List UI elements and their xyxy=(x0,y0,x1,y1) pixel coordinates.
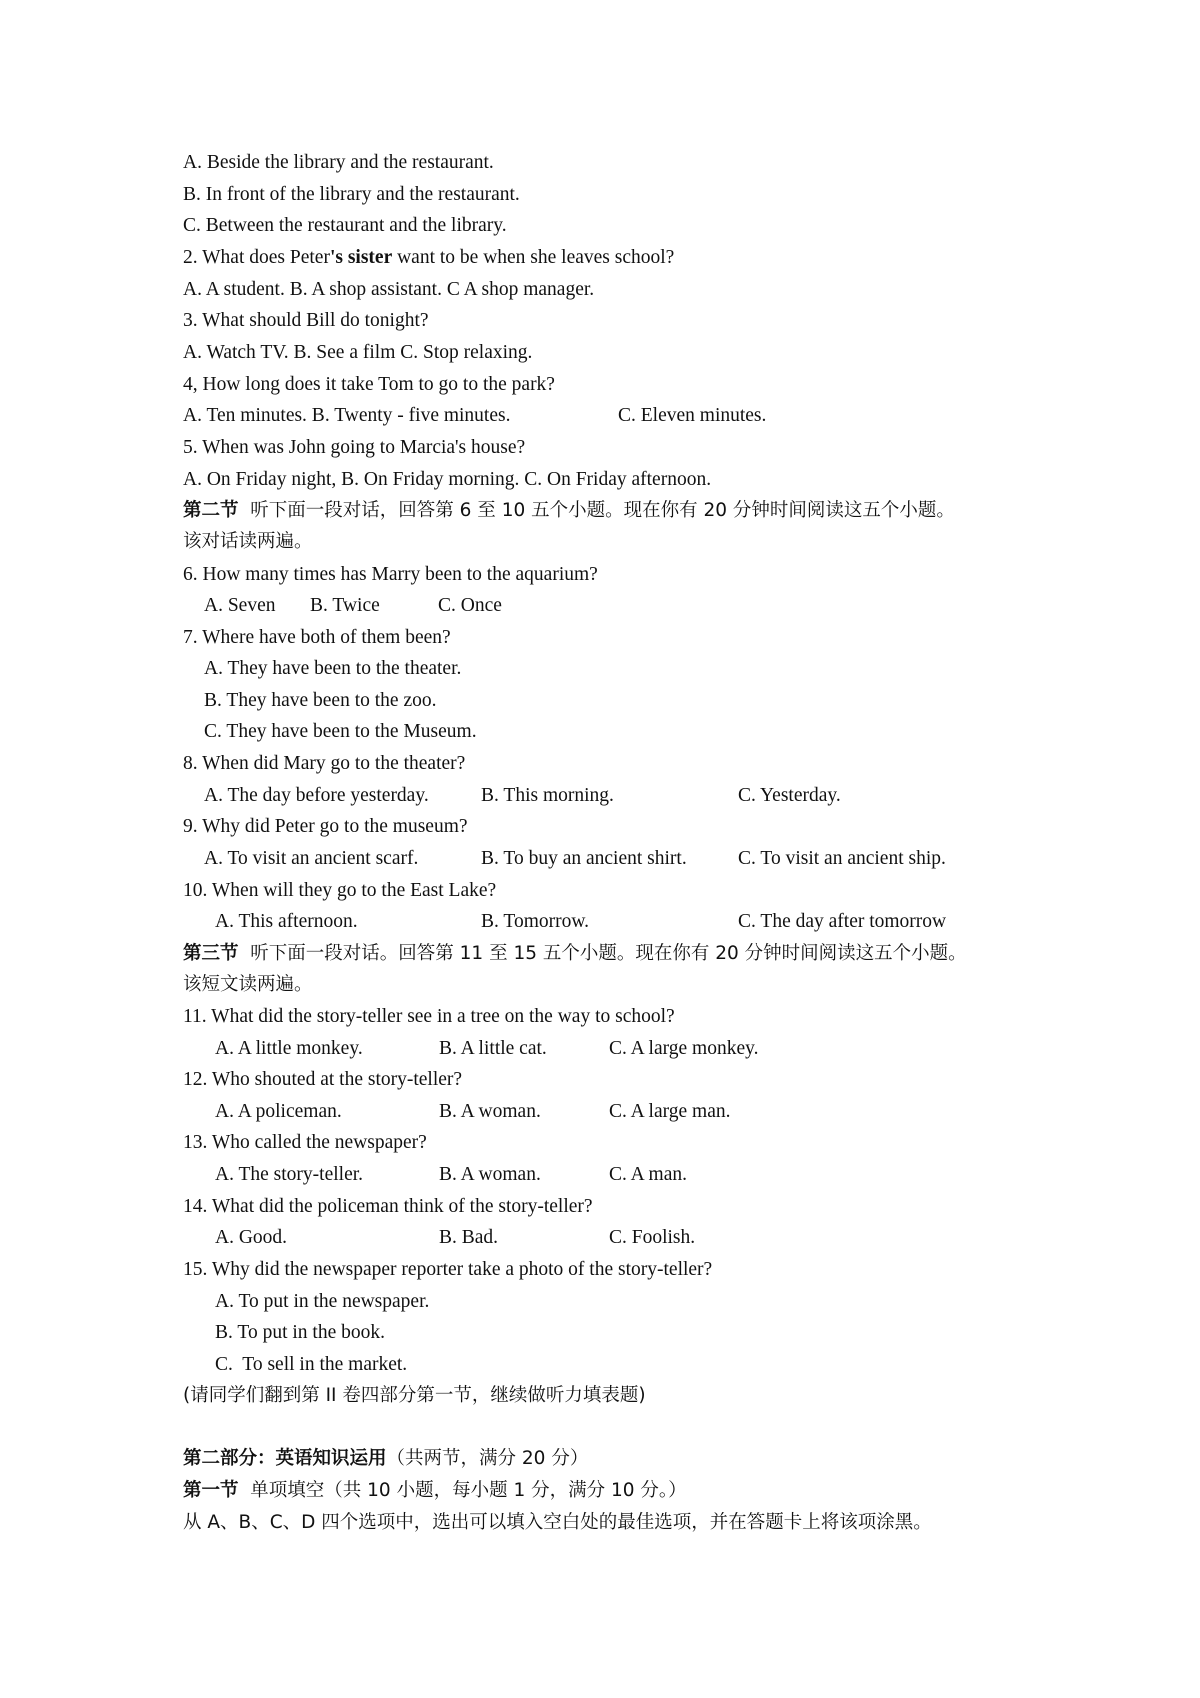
q7-option-b: B. They have been to the zoo. xyxy=(204,690,437,711)
q2-question-pre: 2. What does Peter xyxy=(183,247,330,268)
q8-option-a: A. The day before yesterday. xyxy=(204,785,429,806)
q9-question: 9. Why did Peter go to the museum? xyxy=(183,816,468,837)
q15-option-a: A. To put in the newspaper. xyxy=(215,1291,430,1312)
q5-options: A. On Friday night, B. On Friday morning. C. On Friday afternoon. xyxy=(183,469,712,490)
q14-option-c: C. Foolish. xyxy=(609,1227,696,1248)
q6-option-a: A. Seven xyxy=(204,595,276,616)
q1-option-b: B. In front of the library and the restaurant. xyxy=(183,184,520,205)
q12-option-c: C. A large man. xyxy=(609,1101,731,1122)
section3-text: 听下面一段对话。回答第 11 至 15 五个小题。现在你有 20 分钟时间阅读这五个小题。 xyxy=(238,943,967,964)
section3-label: 第三节 xyxy=(183,943,239,964)
q11-option-b: B. A little cat. xyxy=(439,1038,547,1059)
q2-question xyxy=(183,246,674,270)
q6-question: 6. How many times has Marry been to the aquarium? xyxy=(183,564,598,585)
part2-section1-text: 单项填空（共 10 小题，每小题 1 分，满分 10 分。） xyxy=(238,1480,687,1501)
q4-question: 4, How long does it take Tom to go to the park? xyxy=(183,374,555,395)
section3-text2: 该短文读两遍。 xyxy=(183,974,313,995)
q13-question: 13. Who called the newspaper? xyxy=(183,1132,427,1153)
q12-option-b: B. A woman. xyxy=(439,1101,541,1122)
q14-question: 14. What did the policeman think of the story-teller? xyxy=(183,1196,593,1217)
q3-options: A. Watch TV. B. See a film C. Stop relaxing. xyxy=(183,342,533,363)
section2-heading xyxy=(183,499,955,523)
section3-heading xyxy=(183,942,967,966)
q10-question: 10. When will they go to the East Lake? xyxy=(183,880,497,901)
section2-text2: 该对话读两遍。 xyxy=(183,531,313,552)
q15-option-c: C. To sell in the market. xyxy=(215,1354,408,1375)
q2-question-post: want to be when she leaves school? xyxy=(392,247,675,268)
q9-option-a: A. To visit an ancient scarf. xyxy=(204,848,419,869)
q7-question: 7. Where have both of them been? xyxy=(183,627,451,648)
q9-option-c: C. To visit an ancient ship. xyxy=(738,848,946,869)
section2-label: 第二节 xyxy=(183,500,239,521)
part2-title-rest: （共两节，满分 20 分） xyxy=(386,1448,589,1469)
q6-option-b: B. Twice xyxy=(310,595,380,616)
q1-option-c: C. Between the restaurant and the library. xyxy=(183,215,507,236)
q4-options-ab: A. Ten minutes. B. Twenty - five minutes. xyxy=(183,405,511,426)
q12-option-a: A. A policeman. xyxy=(215,1101,342,1122)
q10-option-b: B. Tomorrow. xyxy=(481,911,590,932)
part2-section1-label: 第一节 xyxy=(183,1480,239,1501)
q14-option-a: A. Good. xyxy=(215,1227,288,1248)
q4-option-c: C. Eleven minutes. xyxy=(618,405,767,426)
q13-option-a: A. The story-teller. xyxy=(215,1164,364,1185)
q2-question-bold: 's sister xyxy=(329,247,393,268)
part2-title xyxy=(183,1447,588,1471)
q1-option-a: A. Beside the library and the restaurant. xyxy=(183,152,494,173)
part2-instruction: 从 A、B、C、D 四个选项中，选出可以填入空白处的最佳选项，并在答题卡上将该项涂黑。 xyxy=(183,1512,932,1533)
part2-title-bold: 第二部分：英语知识运用 xyxy=(183,1448,387,1469)
q13-option-b: B. A woman. xyxy=(439,1164,541,1185)
q12-question: 12. Who shouted at the story-teller? xyxy=(183,1069,463,1090)
q13-option-c: C. A man. xyxy=(609,1164,688,1185)
q11-question: 11. What did the story-teller see in a tree on the way to school? xyxy=(183,1006,675,1027)
q3-question: 3. What should Bill do tonight? xyxy=(183,310,429,331)
q10-option-c: C. The day after tomorrow xyxy=(738,911,947,932)
q11-option-c: C. A large monkey. xyxy=(609,1038,759,1059)
q6-option-c: C. Once xyxy=(438,595,502,616)
q8-question: 8. When did Mary go to the theater? xyxy=(183,753,466,774)
q14-option-b: B. Bad. xyxy=(439,1227,499,1248)
q8-option-b: B. This morning. xyxy=(481,785,614,806)
q5-question: 5. When was John going to Marcia's house? xyxy=(183,437,526,458)
q15-option-b: B. To put in the book. xyxy=(215,1322,385,1343)
q2-options: A. A student. B. A shop assistant. C A shop manager. xyxy=(183,279,595,300)
section2-text: 听下面一段对话，回答第 6 至 10 五个小题。现在你有 20 分钟时间阅读这五个小题。 xyxy=(238,500,955,521)
listening-note: (请同学们翻到第 II 卷四部分第一节，继续做听力填表题) xyxy=(183,1385,646,1406)
q11-option-a: A. A little monkey. xyxy=(215,1038,363,1059)
q7-option-c: C. They have been to the Museum. xyxy=(204,721,477,742)
q15-question: 15. Why did the newspaper reporter take a photo of the story-teller? xyxy=(183,1259,713,1280)
part2-section1 xyxy=(183,1479,687,1503)
q10-option-a: A. This afternoon. xyxy=(215,911,358,932)
q9-option-b: B. To buy an ancient shirt. xyxy=(481,848,687,869)
q8-option-c: C. Yesterday. xyxy=(738,785,841,806)
q7-option-a: A. They have been to the theater. xyxy=(204,658,462,679)
